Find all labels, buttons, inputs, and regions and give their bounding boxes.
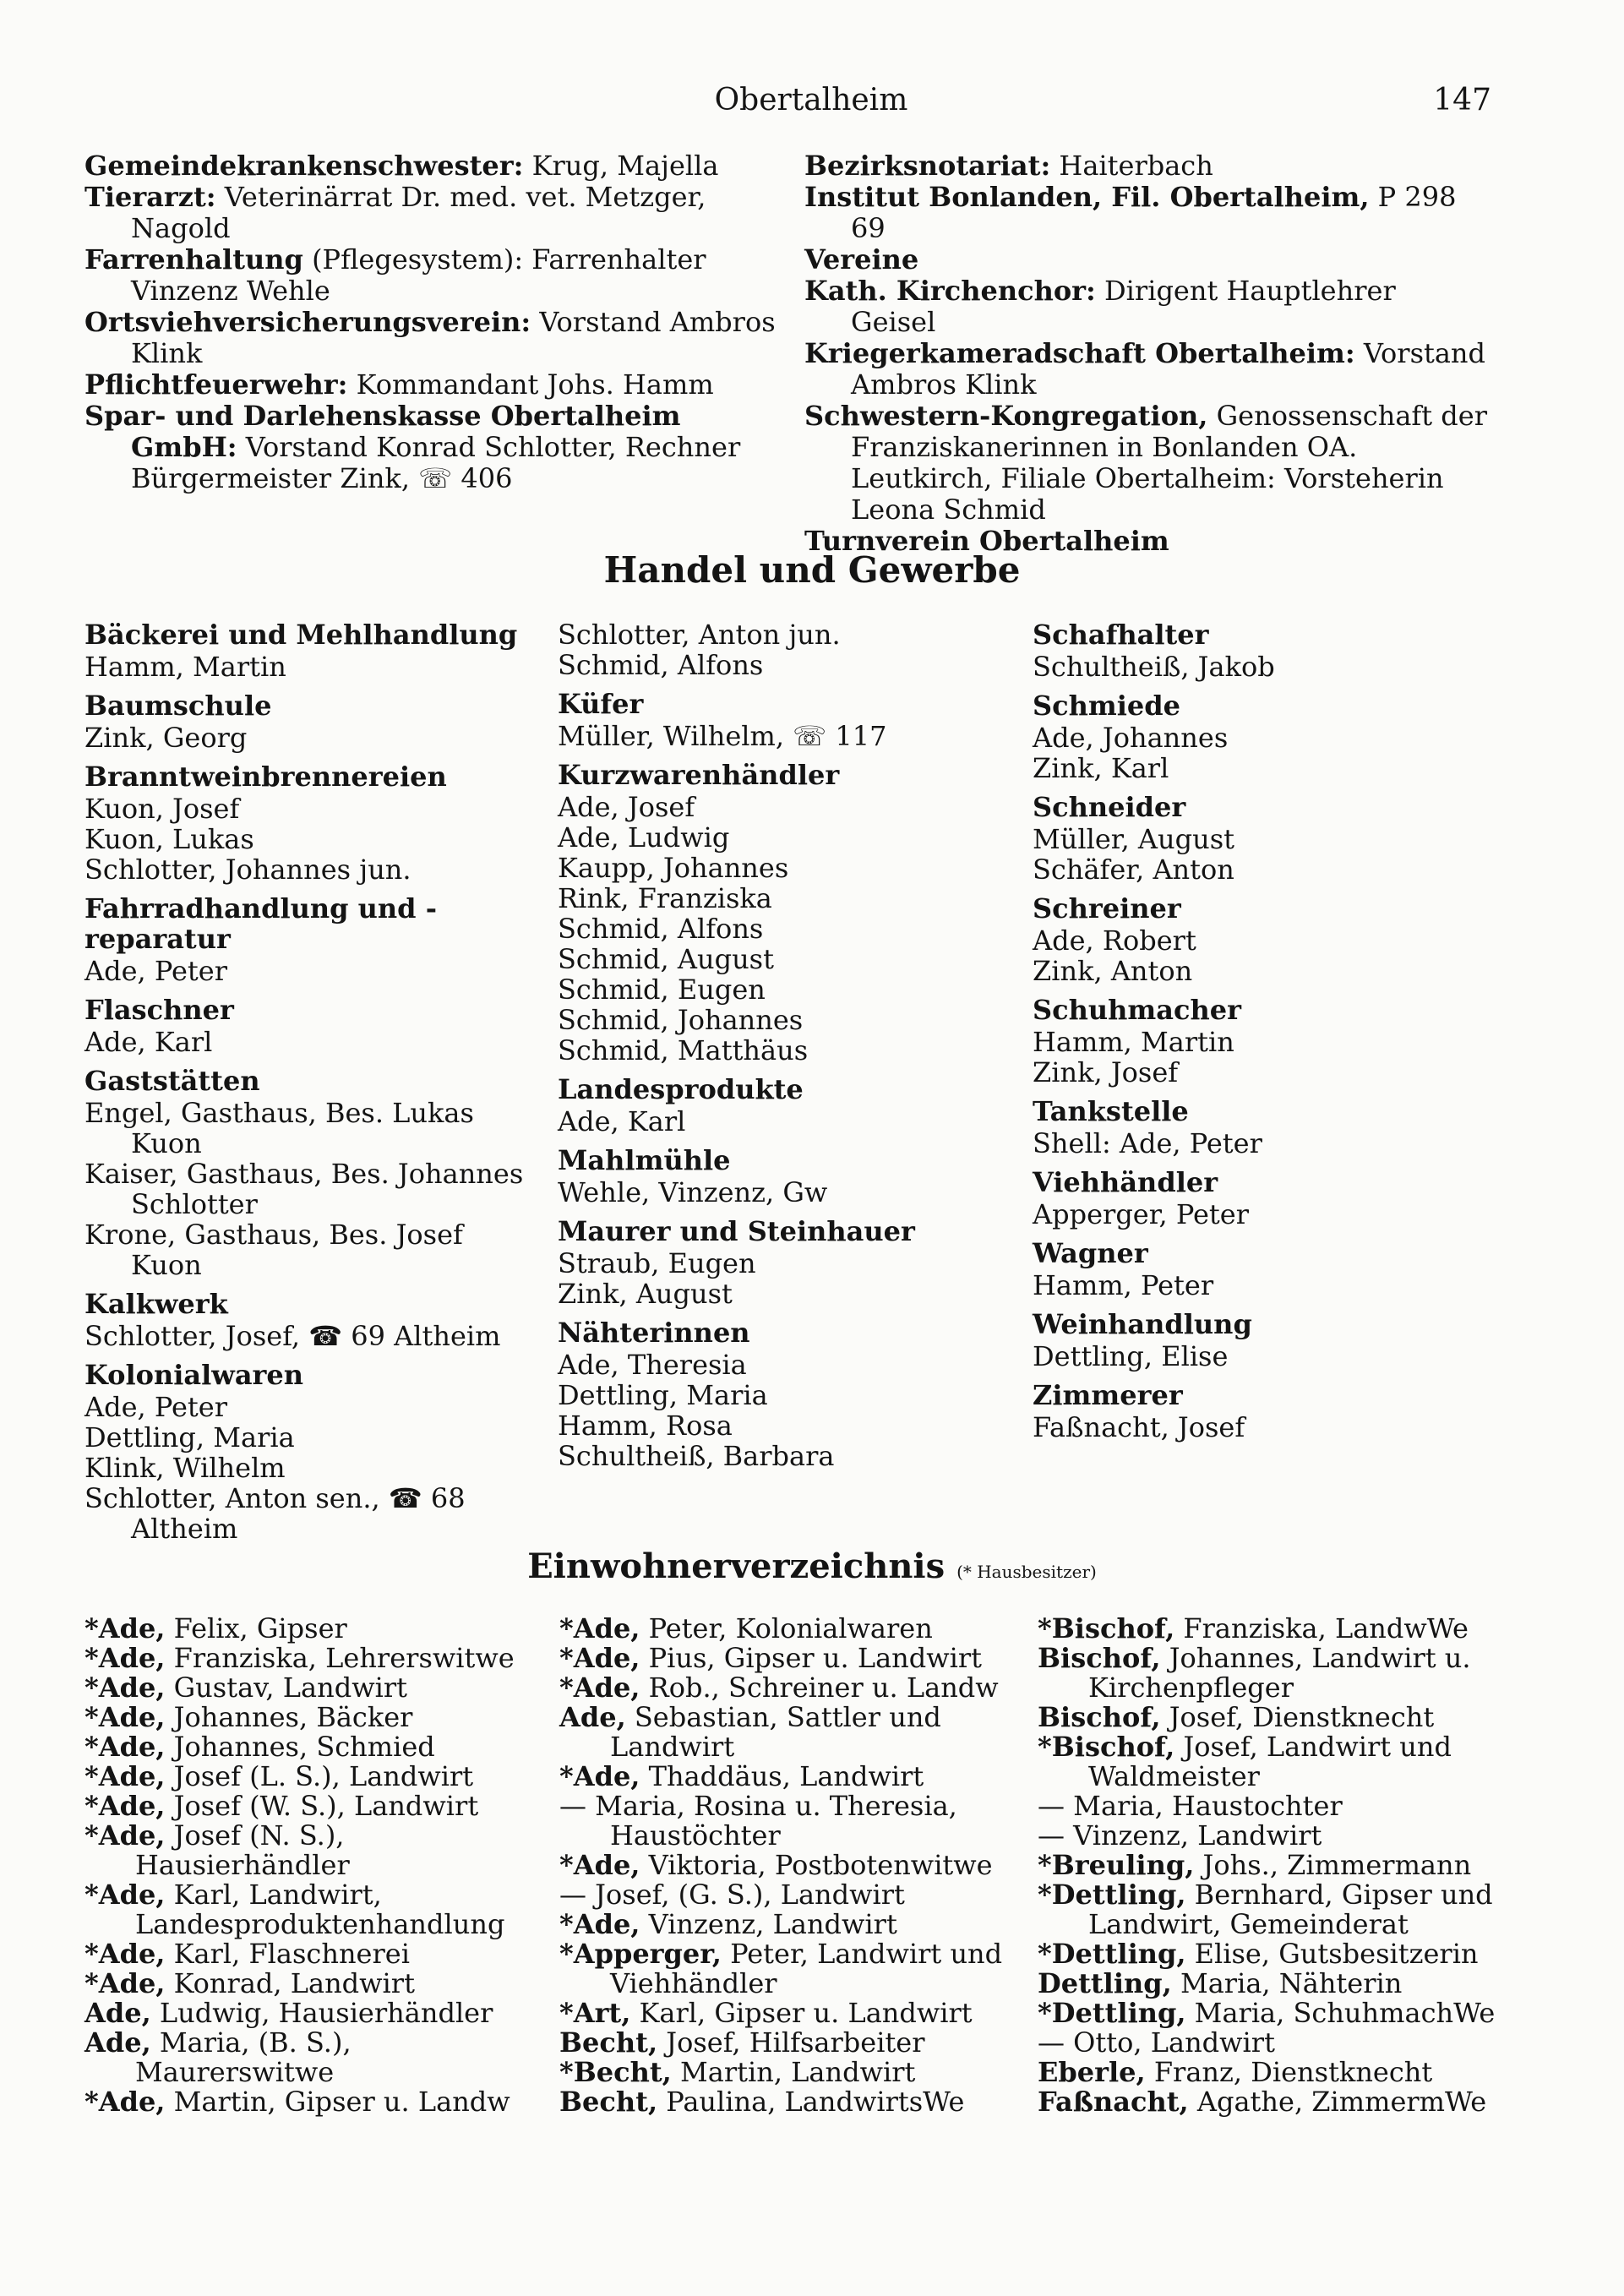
handel-column-3 [1033,619,1489,1442]
resident-detail: Martin, Gipser u. Landw [165,2086,510,2118]
resident-name: *Ade, [84,2086,166,2118]
trade-entry: Zink, Anton [1033,955,1193,987]
resident-name: Eberle, [1038,2056,1146,2088]
resident-name: *Ade, [84,1612,166,1644]
resident-detail: — Maria, Rosina u. Theresia, Haustöchter [559,1790,957,1852]
trade-entry: Ade, Robert [1033,924,1196,957]
trade-category [558,1216,1014,1309]
resident-detail: Konrad, Landwirt [165,1967,415,1999]
trade-entry: Kaupp, Johannes [558,852,789,884]
trade-entry: Ade, Peter [84,1391,227,1423]
resident-entry [84,2087,549,2117]
trade-entry: Hamm, Martin [84,651,286,683]
resident-detail: Johs., Zimmermann [1194,1849,1472,1881]
trade-heading: Viehhändler [1033,1166,1218,1198]
resident-entry [559,2058,1028,2087]
trade-entry: Kaiser, Gasthaus, Bes. Johannes Schlotter [84,1158,524,1220]
resident-detail: Maria, Nähterin [1171,1967,1403,1999]
trade-heading: Maurer und Steinhauer [558,1215,915,1247]
trade-entry: Krone, Gasthaus, Bes. Josef Kuon [84,1219,463,1281]
resident-detail: Johannes, Landwirt u. Kirchenpfleger [1088,1642,1471,1704]
resident-name: *Becht, [559,2056,672,2088]
trade-entry: Rink, Franziska [558,882,772,914]
resident-name: *Apperger, [559,1938,722,1970]
resident-entry [559,1762,1028,1792]
residents-title: Einwohnerverzeichnis [527,1546,946,1586]
resident-name: *Ade, [84,1938,166,1970]
trade-entry: Ade, Karl [84,1026,213,1058]
residents-column-1 [84,1614,549,2117]
resident-detail: Maria, (B. S.), Maurerswitwe [135,2026,352,2088]
trade-entry: Ade, Johannes [1033,722,1229,754]
trade-category [1033,792,1489,885]
trade-entry: Schmid, Alfons [558,913,764,945]
trade-heading: Fahrradhandlung und -reparatur [84,892,437,955]
resident-entry [1038,1732,1498,1792]
resident-detail: Vinzenz, Landwirt [640,1908,897,1940]
institution-label: Ortsviehversicherungsverein: [84,306,531,338]
resident-entry [559,1644,1028,1673]
institution-label: Gemeindekrankenschwester: [84,150,524,182]
residents-column-3 [1038,1614,1498,2117]
resident-entry [84,1999,549,2028]
resident-entry [84,1614,549,1644]
resident-name: Becht, [559,2026,658,2059]
resident-entry [559,1910,1028,1939]
trade-entry: Schultheiß, Barbara [558,1440,835,1472]
trade-entry: Ade, Karl [558,1105,686,1137]
resident-detail: Karl, Gipser u. Landwirt [630,1997,973,2029]
resident-detail: Franziska, Lehrerswitwe [165,1642,515,1674]
resident-detail: — Maria, Haustochter [1038,1790,1343,1822]
resident-entry [559,2028,1028,2058]
trade-entry: Wehle, Vinzenz, Gw [558,1176,828,1208]
trade-category [558,619,1014,680]
trade-entry: Schlotter, Anton sen., ☎ 68 Altheim [84,1482,466,1545]
institution-text: Vorstand Ambros Klink [851,337,1486,401]
resident-detail: — Josef, (G. S.), Landwirt [559,1879,905,1911]
resident-name: *Dettling, [1038,1879,1186,1911]
institution-entry [804,150,1489,182]
resident-name: *Ade, [84,1701,166,1733]
resident-name: *Ade, [559,1642,640,1674]
resident-detail: Karl, Flaschnerei [165,1938,410,1970]
institution-text: Vorstand Konrad Schlotter, Rechner Bürgermeister Zink, ☏ 406 [131,431,741,494]
trade-heading: Bäckerei und Mehlhandlung [84,619,518,651]
resident-entry [559,1999,1028,2028]
resident-entry [84,1673,549,1703]
resident-detail: Josef, Hilfsarbeiter [657,2026,925,2059]
trade-category [1033,1238,1489,1301]
institution-label: Pflichtfeuerwehr: [84,368,348,401]
trade-category [84,1360,541,1544]
resident-entry [84,1821,549,1880]
institution-text: P 298 69 [851,181,1457,244]
resident-entry [559,1880,1028,1910]
resident-entry [1038,2087,1498,2117]
trade-category [84,761,541,885]
institution-entry [84,369,777,401]
trade-category [1033,619,1489,682]
resident-name: *Dettling, [1038,1997,1186,2029]
resident-name: *Ade, [559,1849,640,1881]
trade-heading: Kurzwarenhändler [558,759,840,791]
institution-text: Vorstand Ambros Klink [131,306,776,369]
institution-entry [84,182,777,244]
trade-entry: Kuon, Lukas [84,823,254,855]
trade-heading: Schuhmacher [1033,994,1241,1026]
resident-entry [84,1792,549,1821]
resident-name: *Ade, [559,1760,640,1792]
trade-entry: Hamm, Peter [1033,1269,1214,1301]
institution-text: Kommandant Johs. Hamm [347,368,714,401]
resident-entry [84,1644,549,1673]
resident-detail: — Vinzenz, Landwirt [1038,1819,1322,1852]
resident-name: *Ade, [84,1790,166,1822]
resident-entry [84,1880,549,1939]
resident-name: Becht, [559,2086,658,2118]
institution-text: Genossenschaft der Franziskanerinnen in Bonlanden OA. Leutkirch, Filiale Obertalheim: Vorsteherin Leona Schmid [851,400,1487,526]
trade-heading: Nähterinnen [558,1317,750,1349]
trade-category [558,1145,1014,1208]
page-number: 147 [1433,83,1491,117]
resident-name: *Ade, [84,1642,166,1674]
resident-detail: Maria, SchuhmachWe [1185,1997,1496,2029]
trade-category [558,760,1014,1066]
trade-heading: Schafhalter [1033,619,1209,651]
resident-name: *Ade, [84,1760,166,1792]
resident-entry [84,1969,549,1999]
trade-entry: Zink, August [558,1278,733,1310]
trade-entry: Dettling, Maria [84,1421,295,1453]
top-left-block [84,150,777,494]
resident-entry [1038,1851,1498,1880]
resident-entry [559,2087,1028,2117]
trade-entry: Müller, August [1033,823,1234,855]
trade-heading: Küfer [558,688,644,720]
trade-category [558,689,1014,751]
residents-header [0,1546,1624,1586]
resident-entry [84,1939,549,1969]
trade-category [1033,995,1489,1088]
resident-entry [1038,2058,1498,2087]
trade-category [1033,1380,1489,1442]
institution-text: (Pflegesystem): Farrenhalter Vinzenz Wehle [131,243,706,307]
resident-name: *Art, [559,1997,631,2029]
trade-heading: Mahlmühle [558,1144,731,1176]
trade-heading: Branntweinbrennereien [84,761,447,793]
trade-heading: Tankstelle [1033,1095,1189,1127]
trade-category [1033,893,1489,986]
trade-entry: Zink, Karl [1033,752,1169,784]
institution-label: Schwestern-Kongregation, [804,400,1208,432]
trade-entry: Hamm, Martin [1033,1026,1234,1058]
trade-category [84,1066,541,1280]
trade-entry: Hamm, Rosa [558,1410,733,1442]
resident-name: Ade, [84,1997,151,2029]
institution-label: Bezirksnotariat: [804,150,1051,182]
resident-name: *Ade, [84,1819,166,1852]
resident-detail: Pius, Gipser u. Landwirt [640,1642,983,1674]
resident-entry [559,1673,1028,1703]
resident-detail: Josef (N. S.), Hausierhändler [135,1819,350,1881]
trade-entry: Faßnacht, Josef [1033,1411,1245,1443]
resident-entry [84,2028,549,2087]
resident-detail: Johannes, Schmied [165,1731,435,1763]
trade-entry: Ade, Theresia [558,1349,747,1381]
trade-entry: Schultheiß, Jakob [1033,651,1275,683]
trade-heading: Zimmerer [1033,1379,1183,1411]
institution-label: Tierarzt: [84,181,216,213]
trade-entry: Schlotter, Anton jun. [558,619,841,651]
trade-entry: Ade, Josef [558,791,695,823]
trade-heading: Weinhandlung [1033,1308,1252,1340]
trade-heading: Schreiner [1033,892,1181,924]
resident-name: *Ade, [84,1879,166,1911]
trade-heading: Kolonialwaren [84,1359,304,1391]
trade-heading: Wagner [1033,1237,1148,1269]
resident-entry [84,1762,549,1792]
resident-name: *Breuling, [1038,1849,1195,1881]
resident-entry [559,1851,1028,1880]
trade-category [84,619,541,682]
resident-entry [84,1703,549,1732]
resident-entry [1038,1939,1498,1969]
trade-heading: Landesprodukte [558,1073,804,1105]
resident-detail: Felix, Gipser [165,1612,347,1644]
resident-detail: Peter, Landwirt und Viehhändler [610,1938,1003,1999]
institution-entry [804,244,1489,275]
resident-name: *Bischof, [1038,1612,1175,1644]
resident-detail: — Otto, Landwirt [1038,2026,1275,2059]
resident-entry [559,1703,1028,1762]
resident-name: *Dettling, [1038,1938,1186,1970]
resident-detail: Sebastian, Sattler und Landwirt [610,1701,941,1763]
trade-category [84,1289,541,1351]
resident-detail: Elise, Gutsbesitzerin [1185,1938,1479,1970]
institution-label: Institut Bonlanden, Fil. Obertalheim, [804,181,1370,213]
handel-column-1 [84,619,541,1544]
resident-name: *Ade, [559,1672,640,1704]
institution-text: Haiterbach [1050,150,1213,182]
institution-entry [84,401,777,494]
institution-entry [804,401,1489,526]
trade-entry: Shell: Ade, Peter [1033,1127,1262,1159]
resident-name: *Bischof, [1038,1731,1175,1763]
institution-entry [84,244,777,307]
institution-label: Vereine [804,243,919,275]
resident-name: *Ade, [559,1612,640,1644]
trade-heading: Gaststätten [84,1065,260,1097]
trade-entry: Schmid, August [558,943,774,975]
residents-note: (* Hausbesitzer) [956,1562,1097,1582]
top-right-block [804,150,1489,557]
resident-entry [1038,1821,1498,1851]
trade-entry: Schmid, Matthäus [558,1034,809,1066]
resident-detail: Josef (L. S.), Landwirt [165,1760,474,1792]
trade-category [84,690,541,753]
institution-entry [804,182,1489,244]
resident-detail: Bernhard, Gipser und Landwirt, Gemeinderat [1088,1879,1493,1940]
trade-heading: Baumschule [84,690,272,722]
resident-entry [559,1614,1028,1644]
resident-entry [1038,1644,1498,1703]
resident-detail: Gustav, Landwirt [165,1672,407,1704]
trade-entry: Dettling, Elise [1033,1340,1229,1372]
resident-name: *Ade, [84,1672,166,1704]
trade-category [558,1074,1014,1137]
resident-detail: Paulina, LandwirtsWe [657,2086,965,2118]
resident-name: Bischof, [1038,1701,1161,1733]
resident-detail: Josef, Landwirt und Waldmeister [1088,1731,1452,1792]
resident-entry [1038,1969,1498,1999]
trade-category [1033,1309,1489,1372]
trade-entry: Klink, Wilhelm [84,1452,286,1484]
resident-detail: Franziska, LandwWe [1174,1612,1469,1644]
resident-detail: Rob., Schreiner u. Landw [640,1672,999,1704]
resident-detail: Viktoria, Postbotenwitwe [640,1849,993,1881]
institution-entry [84,307,777,369]
trade-entry: Engel, Gasthaus, Bes. Lukas Kuon [84,1097,474,1159]
trade-entry: Schmid, Alfons [558,649,764,681]
resident-name: Faßnacht, [1038,2086,1189,2118]
resident-name: *Ade, [559,1908,640,1940]
resident-detail: Franz, Dienstknecht [1145,2056,1433,2088]
trade-entry: Schlotter, Johannes jun. [84,854,411,886]
trade-heading: Schneider [1033,791,1186,823]
resident-detail: Peter, Kolonialwaren [640,1612,933,1644]
resident-name: Ade, [559,1701,626,1733]
residents-column-2 [559,1614,1028,2117]
institution-label: Spar- und Darlehenskasse Obertalheim GmbH: [84,400,681,463]
trade-entry: Ade, Peter [84,955,227,987]
handel-title: Handel und Gewerbe [603,549,1021,591]
trade-heading: Flaschner [84,994,234,1026]
trade-entry: Zink, Josef [1033,1056,1179,1088]
institution-text: Dirigent Hauptlehrer Geisel [851,275,1396,338]
resident-detail: Martin, Landwirt [671,2056,916,2088]
trade-entry: Straub, Eugen [558,1247,756,1279]
resident-detail: Ludwig, Hausierhändler [150,1997,493,2029]
resident-detail: Karl, Landwirt, Landesproduktenhandlung [135,1879,505,1940]
trade-entry: Ade, Ludwig [558,821,730,854]
resident-detail: Thaddäus, Landwirt [640,1760,924,1792]
institution-text: Veterinärrat Dr. med. vet. Metzger, Nagold [131,181,706,244]
resident-detail: Josef, Dienstknecht [1160,1701,1435,1733]
trade-category [1033,1096,1489,1159]
institution-entry [804,338,1489,401]
trade-heading: Kalkwerk [84,1288,228,1320]
resident-name: Bischof, [1038,1642,1161,1674]
page-title: Obertalheim [714,83,908,117]
resident-entry [1038,1614,1498,1644]
trade-entry: Müller, Wilhelm, ☏ 117 [558,720,887,752]
trade-entry: Schmid, Johannes [558,1004,804,1036]
institution-label: Kath. Kirchenchor: [804,275,1096,307]
trade-category [1033,1167,1489,1230]
trade-entry: Zink, Georg [84,722,248,754]
handel-column-2 [558,619,1014,1471]
trade-entry: Schmid, Eugen [558,973,766,1006]
resident-entry [84,1732,549,1762]
institution-label: Kriegerkameradschaft Obertalheim: [804,337,1355,369]
resident-entry [1038,1999,1498,2028]
institution-entry [804,275,1489,338]
resident-name: *Ade, [84,1731,166,1763]
trade-entry: Schäfer, Anton [1033,854,1234,886]
resident-name: Dettling, [1038,1967,1172,1999]
trade-heading: Schmiede [1033,690,1180,722]
trade-category [84,995,541,1057]
institution-entry [84,150,777,182]
resident-name: *Ade, [84,1967,166,1999]
trade-category [84,893,541,986]
resident-detail: Josef (W. S.), Landwirt [165,1790,479,1822]
resident-detail: Johannes, Bäcker [165,1701,413,1733]
institution-label: Turnverein Obertalheim [804,525,1169,557]
resident-entry [559,1792,1028,1851]
trade-entry: Dettling, Maria [558,1379,768,1411]
resident-entry [1038,1792,1498,1821]
resident-detail: Agathe, ZimmermWe [1188,2086,1487,2118]
resident-entry [559,1939,1028,1999]
resident-name: Ade, [84,2026,151,2059]
trade-category [558,1317,1014,1471]
institution-label: Farrenhaltung [84,243,303,275]
institution-text: Krug, Majella [523,150,719,182]
trade-entry: Kuon, Josef [84,793,240,825]
resident-entry [1038,2028,1498,2058]
resident-entry [1038,1703,1498,1732]
resident-entry [1038,1880,1498,1939]
trade-entry: Apperger, Peter [1033,1198,1249,1230]
trade-entry: Schlotter, Josef, ☎ 69 Altheim [84,1320,501,1352]
trade-category [1033,690,1489,783]
